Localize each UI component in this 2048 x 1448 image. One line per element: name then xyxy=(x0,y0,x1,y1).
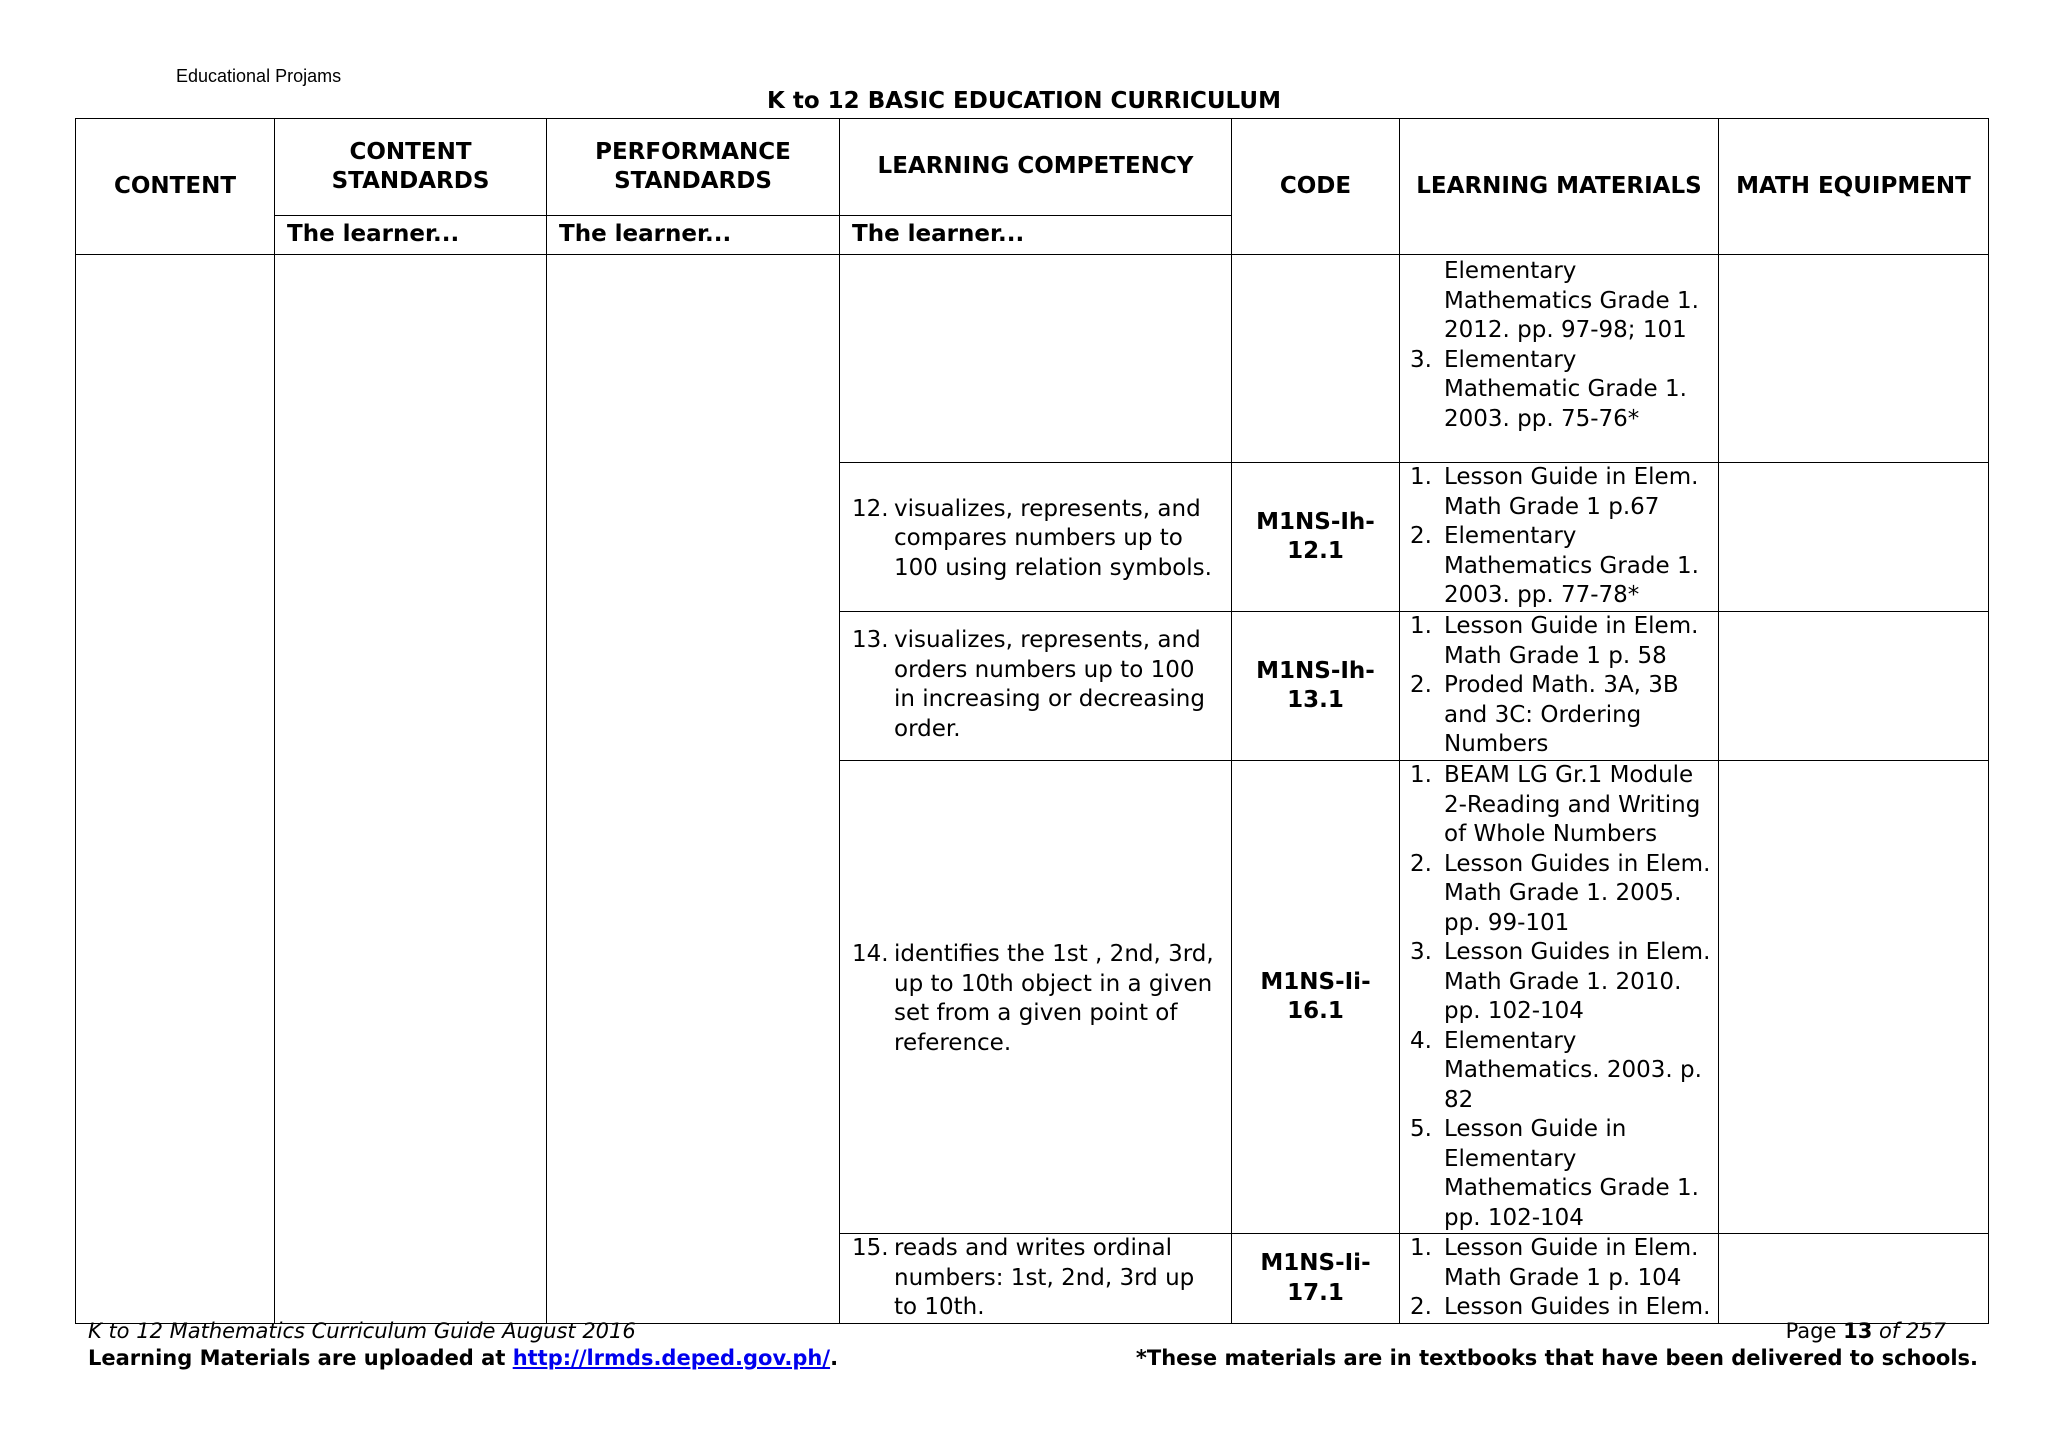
code-cell: M1NS-Ih-12.1 xyxy=(1232,463,1400,612)
materials-continued: Elementary Mathematics Grade 1. 2012. pp. 97-98; 101 xyxy=(1444,258,1699,343)
code-cell xyxy=(1232,255,1400,463)
competency-text: visualizes, represents, and orders numbers up to 100 in increasing or decreasing order. xyxy=(894,627,1205,742)
lrmds-link[interactable]: http://lrmds.deped.gov.ph/ xyxy=(512,1346,831,1370)
competency-text: reads and writes ordinal numbers: 1st, 2nd, 3rd up to 10th. xyxy=(894,1235,1195,1320)
list-item: 2. Lesson Guides in Elem. Math Grade 1. 2005. pp. 99-101 xyxy=(1410,850,1711,936)
learner-label: The learner... xyxy=(275,216,547,255)
page-number: Page 13 of 257 xyxy=(1785,1319,1946,1343)
list-item: 3. Lesson Guides in Elem. Math Grade 1. 2010. pp. 102-104 xyxy=(1410,939,1711,1024)
competency-cell: 13. visualizes, represents, and orders numbers up to 100 in increasing or decreasing order. xyxy=(840,612,1232,761)
table-row xyxy=(76,255,1989,463)
list-item: 2. Proded Math. 3A, 3B and 3C: Ordering Numbers xyxy=(1410,672,1679,757)
list-item: 5. Lesson Guide in Elementary Mathematics Grade 1. pp. 102-104 xyxy=(1410,1116,1699,1231)
document-title: K to 12 BASIC EDUCATION CURRICULUM xyxy=(767,88,1281,114)
footer-left xyxy=(88,1318,838,1372)
content-standards-cell xyxy=(275,255,547,1324)
list-item: 1. Lesson Guide in Elem. Math Grade 1 p. 58 xyxy=(1410,613,1699,669)
competency-cell: 14. identifies the 1st , 2nd, 3rd, up to 10th object in a given set from a given point of reference. xyxy=(840,761,1232,1234)
competency-cell: 15. reads and writes ordinal numbers: 1st, 2nd, 3rd up to 10th. xyxy=(840,1234,1232,1324)
materials-cell xyxy=(1400,463,1719,612)
list-item: 4. Elementary Mathematics. 2003. p. 82 xyxy=(1410,1027,1702,1113)
learner-label: The learner... xyxy=(547,216,840,255)
competency-text: visualizes, represents, and compares numbers up to 100 using relation symbols. xyxy=(894,495,1212,581)
list-item: 3. Elementary Mathematic Grade 1. 2003. pp. 75-76* xyxy=(1410,346,1687,432)
header-content: CONTENT xyxy=(76,119,275,255)
curriculum-table xyxy=(75,118,1989,1324)
equipment-cell xyxy=(1719,255,1989,463)
competency-cell xyxy=(840,255,1232,463)
competency-text: identifies the 1st , 2nd, 3rd, up to 10th object in a given set from a given point of reference. xyxy=(894,941,1214,1056)
equipment-cell xyxy=(1719,463,1989,612)
equipment-cell xyxy=(1719,761,1989,1234)
header-math-equipment: MATH EQUIPMENT xyxy=(1719,119,1989,255)
materials-cell xyxy=(1400,761,1719,1234)
materials-cell xyxy=(1400,255,1719,463)
header-performance-standards: PERFORMANCE STANDARDS xyxy=(547,119,840,216)
materials-cell xyxy=(1400,612,1719,761)
header-content-standards: CONTENT STANDARDS xyxy=(275,119,547,216)
competency-cell: 12. visualizes, represents, and compares numbers up to 100 using relation symbols. xyxy=(840,463,1232,612)
list-item: 2. Elementary Mathematics Grade 1. 2003. pp. 77-78* xyxy=(1410,523,1699,608)
header-learning-materials: LEARNING MATERIALS xyxy=(1400,119,1719,255)
code-cell: M1NS-Ih-13.1 xyxy=(1232,612,1400,761)
list-item: 2. Lesson Guides in Elem. xyxy=(1410,1294,1711,1320)
header-code: CODE xyxy=(1232,119,1400,255)
list-item: 1. Lesson Guide in Elem. Math Grade 1 p. 104 xyxy=(1410,1235,1699,1291)
content-cell xyxy=(76,255,275,1324)
learner-label: The learner... xyxy=(840,216,1232,255)
list-item: 1. Lesson Guide in Elem. Math Grade 1 p.67 xyxy=(1410,464,1699,520)
performance-standards-cell xyxy=(547,255,840,1324)
header-learning-competency: LEARNING COMPETENCY xyxy=(840,119,1232,216)
list-item: 1. BEAM LG Gr.1 Module 2-Reading and Writing of Whole Numbers xyxy=(1410,762,1701,847)
textbook-note: *These materials are in textbooks that have been delivered to schools. xyxy=(1135,1346,1978,1370)
upload-note: Learning Materials are uploaded at http://lrmds.deped.gov.ph/. xyxy=(88,1346,839,1370)
materials-cell xyxy=(1400,1234,1719,1324)
header-brand: Educational Projams xyxy=(176,66,342,86)
code-cell: M1NS-Ii-17.1 xyxy=(1232,1234,1400,1324)
equipment-cell xyxy=(1719,612,1989,761)
code-cell: M1NS-Ii-16.1 xyxy=(1232,761,1400,1234)
footer-right xyxy=(1136,1318,1978,1372)
guide-title: K to 12 Mathematics Curriculum Guide August 2016 xyxy=(88,1319,636,1343)
equipment-cell xyxy=(1719,1234,1989,1324)
